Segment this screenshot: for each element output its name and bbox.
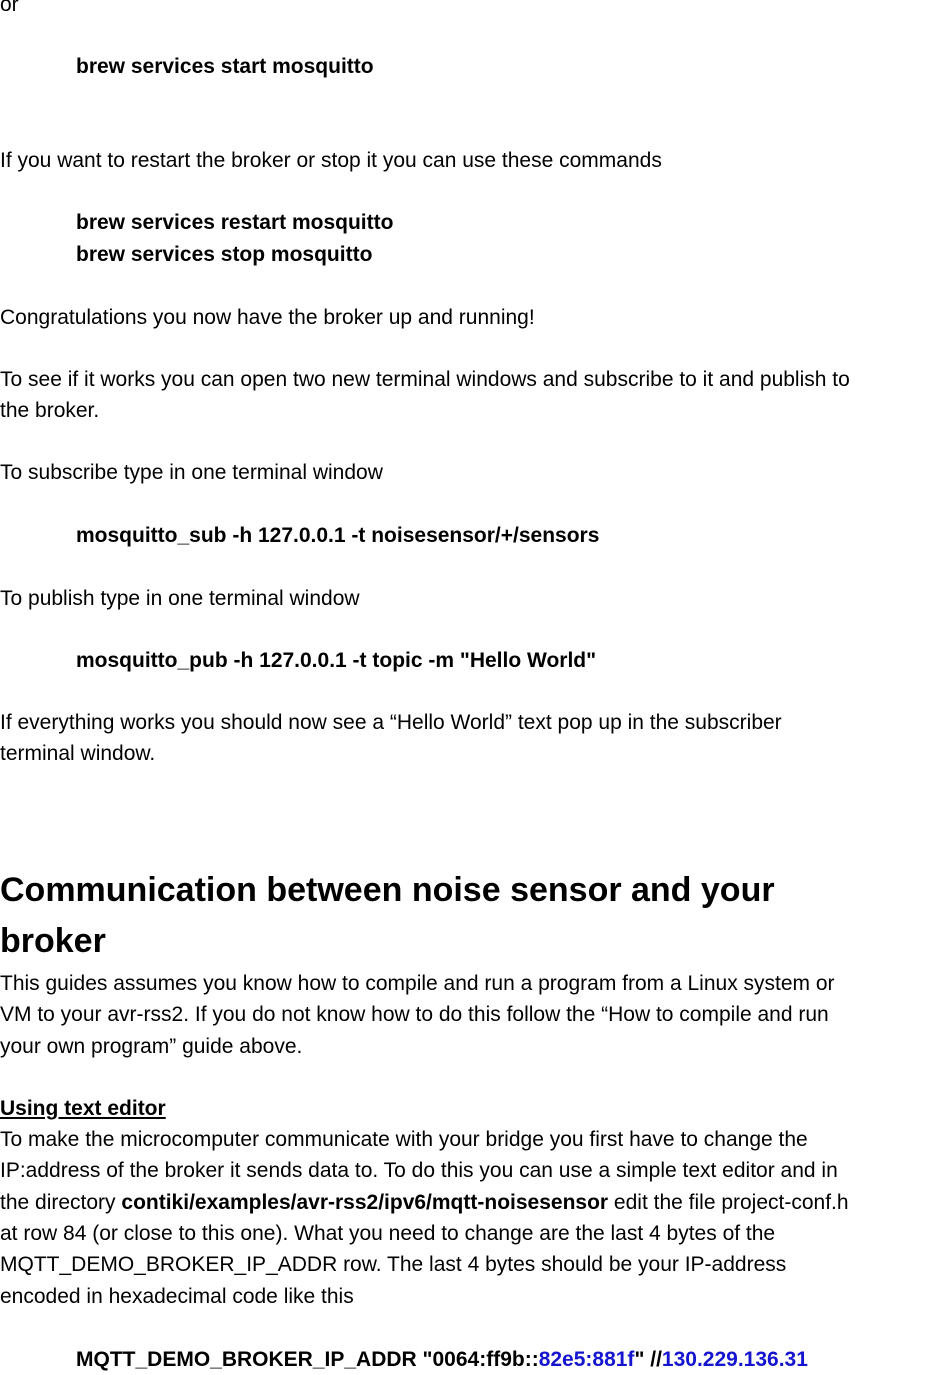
- directory-path: contiki/examples/avr-rss2/ipv6/mqtt-noisesensor: [121, 1191, 609, 1214]
- result-paragraph-line2: terminal window.: [0, 742, 156, 765]
- command-subscribe: mosquitto_sub -h 127.0.0.1 -t noisesensor/+/sensors: [76, 524, 600, 547]
- result-paragraph-line1: If everything works you should now see a “Hello World” text pop up in the subscriber: [0, 711, 782, 734]
- test-paragraph-line2: the broker.: [0, 399, 100, 422]
- command-publish: mosquitto_pub -h 127.0.0.1 -t topic -m "Hello World": [76, 649, 597, 672]
- command-start: brew services start mosquitto: [76, 55, 374, 78]
- publish-paragraph: To publish type in one terminal window: [0, 587, 360, 610]
- broker-ip-code-line: [76, 1344, 808, 1375]
- code-hex-bytes: 82e5:881f: [538, 1348, 635, 1371]
- code-ip-address: 130.229.136.31: [661, 1348, 808, 1371]
- command-stop: brew services stop mosquitto: [76, 243, 373, 266]
- editor-paragraph-line5: MQTT_DEMO_BROKER_IP_ADDR row. The last 4 bytes should be your IP-address: [0, 1253, 787, 1276]
- section-heading-line2: broker: [0, 922, 106, 960]
- code-comment-marker: " //: [634, 1348, 662, 1371]
- editor-paragraph-line2: IP:address of the broker it sends data to. To do this you can use a simple text editor and in: [0, 1159, 838, 1182]
- editor-paragraph-line3: [0, 1187, 849, 1218]
- test-paragraph-line1: To see if it works you can open two new terminal windows and subscribe to it and publish to: [0, 368, 850, 391]
- section-heading-line1: Communication between noise sensor and your: [0, 871, 775, 909]
- subheading-text-editor: Using text editor: [0, 1097, 166, 1120]
- code-prefix: MQTT_DEMO_BROKER_IP_ADDR "0064:ff9b::: [76, 1348, 539, 1371]
- guide-paragraph-line2: VM to your avr-rss2. If you do not know how to do this follow the “How to compile and run: [0, 1003, 829, 1026]
- editor-paragraph-line4: at row 84 (or close to this one). What you need to change are the last 4 bytes of the: [0, 1222, 776, 1245]
- guide-paragraph-line3: your own program” guide above.: [0, 1035, 303, 1058]
- directory-prefix: the directory: [0, 1191, 122, 1214]
- command-restart: brew services restart mosquitto: [76, 211, 394, 234]
- restart-paragraph: If you want to restart the broker or stop it you can use these commands: [0, 149, 662, 172]
- subscribe-paragraph: To subscribe type in one terminal window: [0, 461, 383, 484]
- or-text: or: [0, 0, 19, 16]
- editor-paragraph-line1: To make the microcomputer communicate with your bridge you first have to change the: [0, 1128, 808, 1151]
- guide-paragraph-line1: This guides assumes you know how to compile and run a program from a Linux system or: [0, 972, 835, 995]
- editor-paragraph-line6: encoded in hexadecimal code like this: [0, 1285, 354, 1308]
- directory-suffix: edit the file project-conf.h: [608, 1191, 849, 1214]
- congrats-paragraph: Congratulations you now have the broker up and running!: [0, 306, 535, 329]
